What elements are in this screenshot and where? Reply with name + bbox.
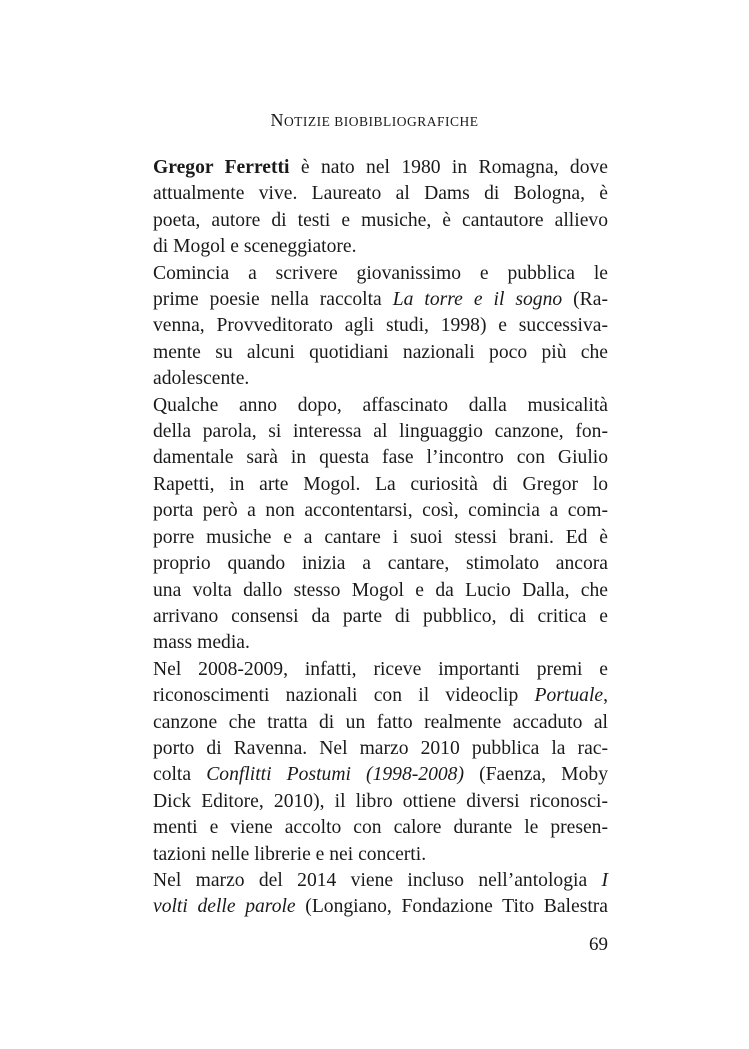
text-span: porta però a non accontentarsi, così, comincia a com- — [153, 500, 608, 522]
text-span: Comincia a scrivere giovanissimo e pubblica le — [153, 262, 608, 284]
text-line — [153, 868, 608, 894]
text-line — [153, 604, 608, 630]
text-line — [153, 894, 608, 920]
text-span: riconoscimenti nazionali con il videoclip — [153, 685, 535, 707]
text-span: (Faenza, Moby — [464, 764, 608, 786]
text-span: Qualche anno dopo, affascinato dalla musicalità — [153, 394, 608, 416]
paragraph — [153, 393, 608, 657]
italic-text: Portuale — [534, 685, 604, 707]
italic-text: La torre e il sogno — [392, 289, 563, 311]
text-line — [153, 155, 608, 181]
running-head-rest: OTIZIE BIOBIBLIOGRAFICHE — [283, 114, 479, 129]
paragraph — [153, 657, 608, 868]
text-line — [153, 234, 608, 260]
paragraph — [153, 868, 608, 921]
text-line — [153, 578, 608, 604]
text-span: poeta, autore di testi e musiche, è cantautore allievo — [153, 209, 608, 231]
text-line — [153, 366, 608, 392]
text-line — [153, 657, 608, 683]
paragraph — [153, 155, 608, 261]
text-line — [153, 789, 608, 815]
text-span: (Longiano, Fondazione Tito Balestra — [295, 896, 608, 918]
text-span: damentale sarà in questa fase l’incontro con Giulio — [153, 447, 608, 469]
bold-text: Gregor Ferretti — [153, 157, 290, 178]
text-span: menti e viene accolto con calore durante le presen- — [153, 817, 608, 839]
text-line — [153, 710, 608, 736]
text-line — [153, 208, 608, 234]
text-line — [153, 630, 608, 656]
text-span: colta — [153, 764, 207, 786]
text-line — [153, 842, 608, 868]
text-span: prime poesie nella raccolta — [153, 289, 393, 311]
body-text — [153, 155, 608, 921]
text-line — [153, 815, 608, 841]
text-span: mass media. — [153, 632, 250, 654]
text-line — [153, 762, 608, 788]
running-head — [0, 110, 749, 131]
text-span: mente su alcuni quotidiani nazionali poco più che — [153, 341, 608, 363]
page-number: 69 — [589, 934, 608, 955]
text-span: attualmente vive. Laureato al Dams di Bologna, è — [153, 183, 608, 205]
text-line — [153, 287, 608, 313]
text-line — [153, 683, 608, 709]
text-span: Nel marzo del 2014 viene incluso nell’antologia — [153, 869, 602, 891]
text-line — [153, 340, 608, 366]
text-line — [153, 419, 608, 445]
text-line — [153, 261, 608, 287]
text-span: della parola, si interessa al linguaggio canzone, fon- — [153, 421, 608, 443]
text-span: venna, Provveditorato agli studi, 1998) e successiva- — [153, 315, 608, 337]
text-line — [153, 525, 608, 551]
text-span: canzone che tratta di un fatto realmente accaduto al — [153, 711, 608, 733]
text-line — [153, 393, 608, 419]
text-span: tazioni nelle librerie e nei concerti. — [153, 843, 427, 865]
text-span: arrivano consensi da parte di pubblico, di critica e — [153, 605, 608, 627]
text-span: adolescente. — [153, 368, 250, 390]
italic-text: Conflitti Postumi (1998-2008) — [206, 764, 464, 786]
paragraph — [153, 261, 608, 393]
text-span: Dick Editore, 2010), il libro ottiene diversi riconosci- — [153, 790, 608, 812]
text-span: porto di Ravenna. Nel marzo 2010 pubblica la rac- — [153, 737, 608, 759]
text-span: di Mogol e sceneggiatore. — [153, 236, 357, 258]
text-span: porre musiche e a cantare i suoi stessi brani. Ed è — [153, 526, 608, 548]
text-line — [153, 181, 608, 207]
text-span: Rapetti, in arte Mogol. La curiosità di Gregor lo — [153, 473, 608, 495]
text-span: , — [603, 685, 608, 707]
text-span: è nato nel 1980 in Romagna, dove — [289, 157, 609, 178]
text-span: proprio quando inizia a cantare, stimolato ancora — [153, 553, 608, 575]
text-span: (Ra- — [562, 289, 608, 311]
text-span: una volta dallo stesso Mogol e da Lucio Dalla, che — [153, 579, 608, 601]
text-line — [153, 551, 608, 577]
text-line — [153, 498, 608, 524]
italic-text: I — [601, 869, 608, 891]
text-line — [153, 313, 608, 339]
text-line — [153, 445, 608, 471]
running-head-initial: N — [270, 110, 284, 130]
text-span: Nel 2008-2009, infatti, riceve importanti premi e — [153, 658, 608, 680]
text-line — [153, 472, 608, 498]
text-line — [153, 736, 608, 762]
italic-text: volti delle parole — [153, 896, 296, 918]
